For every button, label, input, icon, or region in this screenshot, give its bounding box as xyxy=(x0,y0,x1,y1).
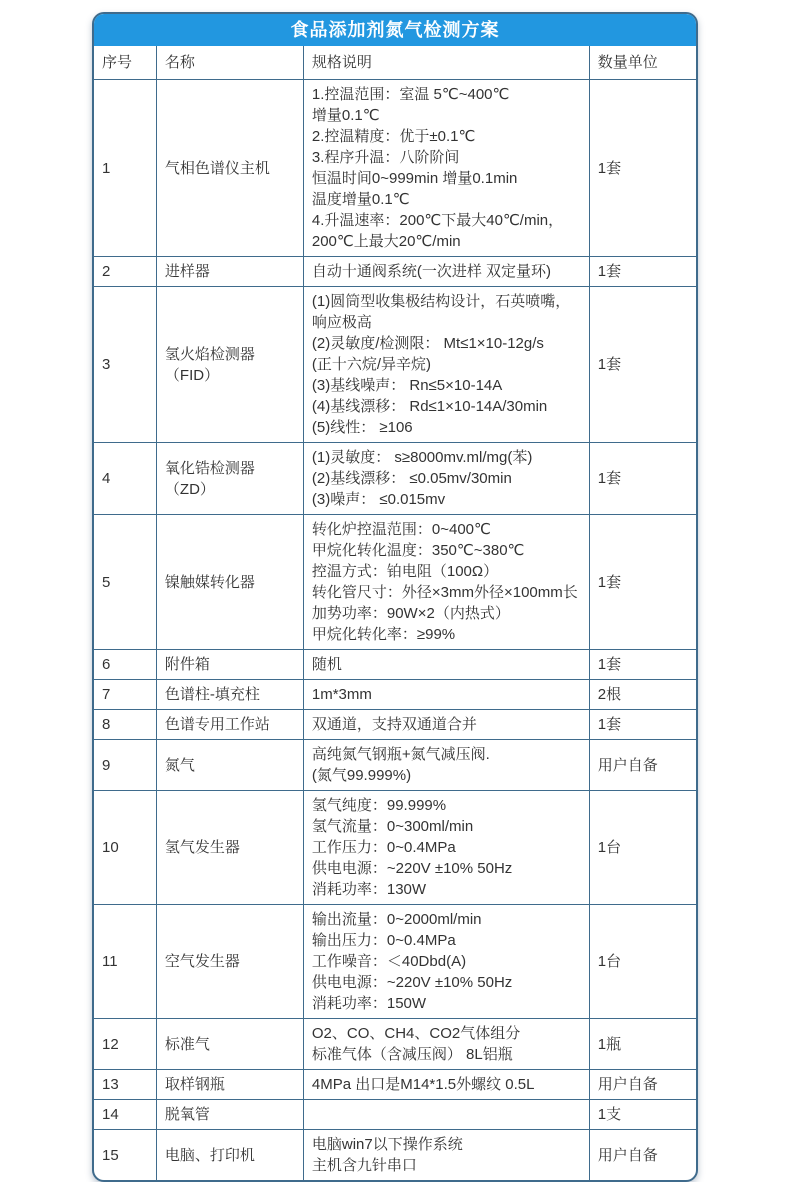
cell-spec xyxy=(303,1100,589,1130)
cell-no: 8 xyxy=(94,710,156,740)
table-row xyxy=(94,80,696,257)
spec-line: (正十六烷/异辛烷) xyxy=(311,356,432,373)
spec-line: 4.升温速率：200℃下最大40℃/min， xyxy=(311,212,564,229)
spec-line: 甲烷化转化温度：350℃~380℃ xyxy=(311,542,525,559)
table-row xyxy=(94,257,696,287)
spec-line: 增量0.1℃ xyxy=(311,107,380,124)
cell-qty: 1套 xyxy=(589,80,696,257)
cell-spec xyxy=(303,80,589,257)
table-row xyxy=(94,1130,696,1181)
cell-qty: 2根 xyxy=(589,680,696,710)
cell-name: 色谱专用工作站 xyxy=(156,710,303,740)
cell-name: 气相色谱仪主机 xyxy=(156,80,303,257)
cell-no: 11 xyxy=(94,905,156,1019)
spec-line: 加势功率：90W×2（内热式） xyxy=(311,605,510,622)
spec-line: 供电电源：~220V ±10% 50Hz xyxy=(311,974,513,991)
cell-spec xyxy=(303,1019,589,1070)
cell-qty: 1套 xyxy=(589,287,696,443)
spec-line: 高纯氮气钢瓶+氮气减压阀. xyxy=(311,746,490,763)
spec-line: (3)噪声： ≤0.015mv xyxy=(311,491,446,508)
cell-name: 色谱柱-填充柱 xyxy=(156,680,303,710)
column-header-name: 名称 xyxy=(156,46,303,80)
cell-no: 2 xyxy=(94,257,156,287)
spec-line: 自动十通阀系统(一次进样 双定量环) xyxy=(311,263,552,280)
cell-name: 氧化锆检测器（ZD） xyxy=(156,443,303,515)
table-row xyxy=(94,905,696,1019)
cell-no: 6 xyxy=(94,650,156,680)
spec-line: 控温方式：铂电阻（100Ω） xyxy=(311,563,499,580)
spec-line: (氮气99.999%) xyxy=(311,767,412,784)
spec-line: 输出流量：0~2000ml/min xyxy=(311,911,482,928)
spec-line: 消耗功率：130W xyxy=(311,881,427,898)
table-row xyxy=(94,287,696,443)
cell-spec xyxy=(303,680,589,710)
cell-spec xyxy=(303,257,589,287)
spec-line: 转化炉控温范围：0~400℃ xyxy=(311,521,491,538)
spec-line: 氢气流量：0~300ml/min xyxy=(311,818,474,835)
cell-name: 空气发生器 xyxy=(156,905,303,1019)
spec-line: 恒温时间0~999min 增量0.1min xyxy=(311,170,518,187)
spec-line: (1)圆筒型收集极结构设计，石英喷嘴， xyxy=(311,293,571,310)
cell-name: 脱氧管 xyxy=(156,1100,303,1130)
cell-spec xyxy=(303,443,589,515)
spec-line: 电脑win7以下操作系统 xyxy=(311,1136,463,1153)
spec-line: 氢气纯度：99.999% xyxy=(311,797,447,814)
cell-no: 9 xyxy=(94,740,156,791)
spec-line: 转化管尺寸：外径×3mm外径×100mm长 xyxy=(311,584,578,601)
column-header-qty: 数量单位 xyxy=(589,46,696,80)
table-row xyxy=(94,443,696,515)
cell-qty: 1台 xyxy=(589,905,696,1019)
cell-qty: 1支 xyxy=(589,1100,696,1130)
cell-qty: 1台 xyxy=(589,791,696,905)
cell-qty: 1套 xyxy=(589,515,696,650)
spec-line: 标准气体（含减压阀） 8L铝瓶 xyxy=(311,1046,513,1063)
cell-spec xyxy=(303,740,589,791)
table-row xyxy=(94,650,696,680)
spec-line: 响应极高 xyxy=(311,314,372,331)
cell-name: 标准气 xyxy=(156,1019,303,1070)
cell-qty: 1套 xyxy=(589,710,696,740)
spec-line: O2、CO、CH4、CO2气体组分 xyxy=(311,1025,521,1042)
cell-spec xyxy=(303,515,589,650)
cell-name: 进样器 xyxy=(156,257,303,287)
spec-table xyxy=(94,46,696,1180)
cell-spec xyxy=(303,1070,589,1100)
spec-line: 工作压力：0~0.4MPa xyxy=(311,839,456,856)
table-title: 食品添加剂氮气检测方案 xyxy=(94,14,696,46)
cell-no: 1 xyxy=(94,80,156,257)
spec-line: (4)基线漂移： Rd≤1×10-14A/30min xyxy=(311,398,548,415)
cell-qty: 1套 xyxy=(589,650,696,680)
spec-line: 1.控温范围：室温 5℃~400℃ xyxy=(311,86,510,103)
cell-spec xyxy=(303,650,589,680)
spec-line: (1)灵敏度： s≥8000mv.ml/mg(苯) xyxy=(311,449,533,466)
cell-qty: 1套 xyxy=(589,443,696,515)
cell-no: 12 xyxy=(94,1019,156,1070)
table-row xyxy=(94,710,696,740)
spec-line: (3)基线噪声： Rn≤5×10-14A xyxy=(311,377,503,394)
cell-spec xyxy=(303,710,589,740)
header-row xyxy=(94,46,696,80)
cell-qty: 用户自备 xyxy=(589,1130,696,1181)
table-row xyxy=(94,680,696,710)
spec-line: 双通道，支持双通道合并 xyxy=(311,716,477,733)
spec-card xyxy=(92,12,698,1182)
cell-no: 14 xyxy=(94,1100,156,1130)
cell-name: 取样钢瓶 xyxy=(156,1070,303,1100)
spec-line: 工作噪音：＜40Dbd(A) xyxy=(311,953,467,970)
table-row xyxy=(94,1070,696,1100)
cell-name: 镍触媒转化器 xyxy=(156,515,303,650)
spec-line: 消耗功率：150W xyxy=(311,995,427,1012)
spec-line: 甲烷化转化率：≥99% xyxy=(311,626,456,643)
column-header-no: 序号 xyxy=(94,46,156,80)
cell-spec xyxy=(303,905,589,1019)
column-header-spec: 规格说明 xyxy=(303,46,589,80)
cell-no: 15 xyxy=(94,1130,156,1181)
spec-line: 温度增量0.1℃ xyxy=(311,191,410,208)
spec-line: 主机含九针串口 xyxy=(311,1157,417,1174)
spec-line: (2)基线漂移： ≤0.05mv/30min xyxy=(311,470,512,487)
spec-line: 供电电源：~220V ±10% 50Hz xyxy=(311,860,513,877)
cell-qty: 1套 xyxy=(589,257,696,287)
table-row xyxy=(94,791,696,905)
cell-no: 3 xyxy=(94,287,156,443)
cell-qty: 1瓶 xyxy=(589,1019,696,1070)
spec-line: (5)线性： ≥106 xyxy=(311,419,413,436)
spec-line: 4MPa 出口是M14*1.5外螺纹 0.5L xyxy=(311,1076,535,1093)
table-row xyxy=(94,1100,696,1130)
cell-no: 10 xyxy=(94,791,156,905)
cell-no: 7 xyxy=(94,680,156,710)
spec-line: 3.程序升温：八阶阶间 xyxy=(311,149,460,166)
table-row xyxy=(94,1019,696,1070)
spec-line: 随机 xyxy=(311,656,342,673)
spec-line: 2.控温精度：优于±0.1℃ xyxy=(311,128,476,145)
spec-line: (2)灵敏度/检测限： Mt≤1×10-12g/s xyxy=(311,335,544,352)
cell-name: 氢火焰检测器（FID） xyxy=(156,287,303,443)
cell-name: 附件箱 xyxy=(156,650,303,680)
spec-line: 1m*3mm xyxy=(311,686,372,703)
cell-spec xyxy=(303,791,589,905)
spec-line: 200℃上最大20℃/min xyxy=(311,233,461,250)
spec-line: 输出压力：0~0.4MPa xyxy=(311,932,456,949)
table-row xyxy=(94,515,696,650)
cell-no: 5 xyxy=(94,515,156,650)
table-row xyxy=(94,740,696,791)
cell-spec xyxy=(303,1130,589,1181)
cell-name: 氢气发生器 xyxy=(156,791,303,905)
cell-no: 4 xyxy=(94,443,156,515)
cell-name: 氮气 xyxy=(156,740,303,791)
cell-qty: 用户自备 xyxy=(589,1070,696,1100)
cell-qty: 用户自备 xyxy=(589,740,696,791)
cell-spec xyxy=(303,287,589,443)
cell-no: 13 xyxy=(94,1070,156,1100)
cell-name: 电脑、打印机 xyxy=(156,1130,303,1181)
